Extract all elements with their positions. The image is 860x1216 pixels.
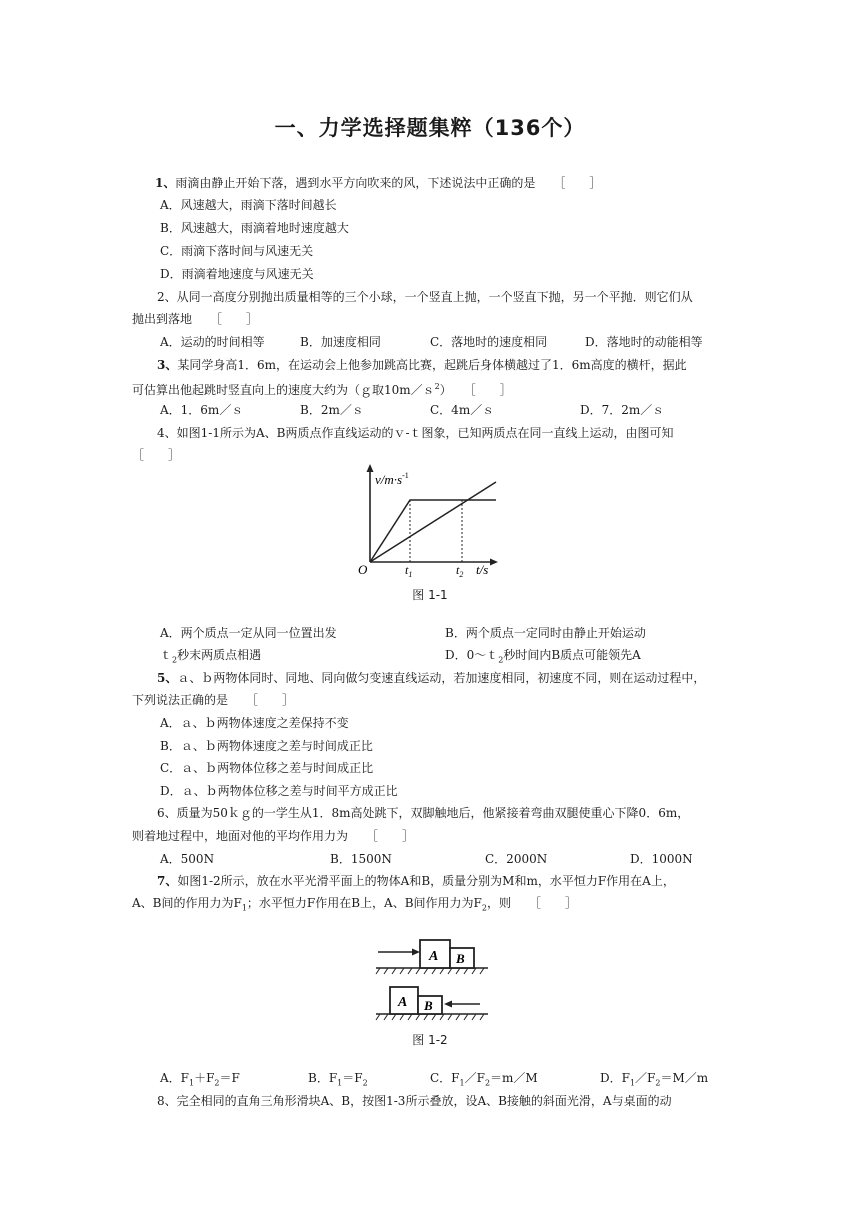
block-b-bottom-label: B [424, 998, 433, 1013]
question-3-option-d: D．7．2m／ｓ [580, 403, 665, 417]
question-1-text: 雨滴由静止开始下落，遇到水平方向吹来的风，下述说法中正确的是 ［ ］ [175, 176, 602, 190]
question-4-option-d-sub: 2 [498, 655, 504, 665]
vt-t1-label: $t_1$ [405, 563, 413, 579]
question-5-option-a: A．ａ、ｂ两物体速度之差保持不变 [160, 716, 349, 730]
question-1-option-c: C．雨滴下落时间与风速无关 [160, 244, 314, 258]
question-5-option-d: D．ａ、ｂ两物体位移之差与时间平方成正比 [160, 784, 398, 798]
question-3-line2-end: ） ［ ］ [439, 383, 512, 397]
question-5-number: 5、 [157, 671, 178, 685]
figure-1-1-vt-graph [350, 462, 510, 582]
vt-line-a [370, 500, 496, 562]
question-7-option-c-s1: 1 [459, 1078, 465, 1088]
force-arrowhead-top [412, 949, 420, 956]
question-6-option-c: C．2000N [485, 852, 548, 866]
question-1-option-a: A．风速越大，雨滴下落时间越长 [160, 198, 337, 212]
question-7-option-c-m: ／F [464, 1071, 485, 1085]
question-4-stem-line1: 4、如图1-1所示为A、B两质点作直线运动的ｖ-ｔ图象，已知两质点在同一直线上运动，由图可知 [157, 426, 674, 440]
question-7-option-d-e: ＝M／m [660, 1071, 709, 1085]
question-7-option-b-p: B．F [308, 1071, 338, 1085]
question-4-option-c-t: ｔ [160, 648, 173, 662]
question-3-option-a: A．1．6m／ｓ [160, 403, 244, 417]
figure-1-1-caption: 图 1-1 [412, 588, 448, 602]
question-7-stem-line2 [132, 895, 577, 916]
question-7-line2-a: A、B间的作用力为F [132, 896, 242, 910]
question-4-option-c-text: 秒末两质点相遇 [177, 648, 262, 662]
question-7-option-a-s1: 1 [189, 1078, 195, 1088]
vt-y-axis-arrow [367, 464, 374, 472]
question-7-option-d-s1: 1 [629, 1078, 636, 1088]
page-title: 一、力学选择题集粹（136个） [274, 116, 586, 140]
question-7-option-a-m: ＋F [194, 1071, 215, 1085]
question-3-line2-text: 可估算出他起跳时竖直向上的速度大约为（ｇ取10m／ｓ [132, 383, 435, 397]
question-2-option-b: B．加速度相同 [300, 335, 381, 349]
question-3-text: 某同学身高1．6m，在运动会上他参加跳高比赛，起跳后身体横越过了1．6m高度的横杆，据此 [177, 358, 687, 372]
question-8-stem-line1: 8、完全相同的直角三角形滑块A、B，按图1-3所示叠放，设A、B接触的斜面光滑，A与桌面的动 [157, 1094, 672, 1108]
question-7-option-c-e: ＝m／M [490, 1071, 538, 1085]
question-7-option-b-s1: 1 [337, 1078, 343, 1088]
question-7-line2-sub2: 2 [481, 903, 487, 913]
question-7-option-d-p: D．F [600, 1071, 630, 1085]
question-7-option-b-m: ＝F [342, 1071, 363, 1085]
question-6-option-d: D．1000N [630, 852, 693, 866]
question-2-option-a: A．运动的时间相等 [160, 335, 265, 349]
question-1-option-b: B．风速越大，雨滴着地时速度越大 [160, 221, 349, 235]
blocks-top-hatching [376, 968, 484, 974]
question-7-text: 如图1-2所示，放在水平光滑平面上的物体A和B，质量分别为M和m，水平恒力F作用在A上， [177, 874, 675, 888]
block-b-top-label: B [456, 951, 465, 966]
question-3-stem-line1 [157, 357, 687, 373]
blocks-bottom-hatching [376, 1014, 484, 1020]
question-7-option-a-e: ＝F [219, 1071, 240, 1085]
question-7-option-c-p: C．F [430, 1071, 460, 1085]
vt-origin-label: O [358, 562, 368, 577]
question-7-line2-c: ，则 ［ ］ [486, 896, 577, 910]
question-3-option-c: C．4m／ｓ [430, 403, 495, 417]
question-7-option-d [600, 1070, 708, 1091]
question-4-option-d-text: 秒时间内B质点可能领先A [503, 648, 641, 662]
question-6-stem-line2: 则着地过程中，地面对他的平均作用力为 ［ ］ [132, 829, 415, 843]
question-6-stem-line1: 6、质量为50ｋｇ的一学生从1．8m高处跳下，双脚触地后，他紧接着弯曲双腿使重心下降0．6m， [157, 806, 690, 820]
question-3-number: 3、 [157, 358, 178, 372]
question-7-option-b [308, 1070, 368, 1091]
vt-line-b [370, 482, 496, 562]
question-4-option-b: B．两个质点一定同时由静止开始运动 [445, 626, 646, 640]
question-1-option-d: D．雨滴着地速度与风速无关 [160, 267, 314, 281]
question-5-stem-line2: 下列说法正确的是 ［ ］ [132, 693, 295, 707]
question-4-option-c-sub: 2 [172, 655, 178, 665]
vt-t2-label: $t_2$ [456, 563, 464, 579]
force-arrowhead-bottom [444, 1001, 452, 1008]
block-a-bottom-label: A [398, 995, 408, 1010]
question-7-option-b-s2: 2 [362, 1078, 368, 1088]
question-2-stem-line1: 2、从同一高度分别抛出质量相等的三个小球，一个竖直上抛，一个竖直下抛，另一个平抛．则它们从 [157, 290, 693, 304]
question-2-option-c: C．落地时的速度相同 [430, 335, 548, 349]
question-6-option-a: A．500N [160, 852, 215, 866]
question-5-stem-line1 [157, 670, 705, 686]
question-7-option-a [160, 1070, 240, 1091]
question-2-stem-line2: 抛出到落地 ［ ］ [132, 312, 259, 326]
question-7-option-d-m: ／F [635, 1071, 656, 1085]
question-3-option-b: B．2m／ｓ [300, 403, 364, 417]
question-1-stem [155, 175, 601, 191]
question-4-option-a: A．两个质点一定从同一位置出发 [160, 626, 337, 640]
question-4-stem-line2: ［ ］ [132, 448, 181, 462]
vt-x-axis-label: t/s [476, 562, 489, 577]
vt-x-axis-arrow [490, 559, 498, 566]
question-7-line2-sub1: 1 [241, 903, 247, 913]
question-7-number: 7、 [157, 874, 178, 888]
question-7-option-a-s2: 2 [214, 1078, 220, 1088]
question-7-stem-line1 [157, 873, 675, 889]
question-7-line2-b: ；水平恒力F作用在B上，A、B间作用力为F [246, 896, 482, 910]
vt-y-axis-label: $v/m\cdot s^{-1}$ [375, 471, 409, 487]
figure-1-2-blocks [372, 932, 492, 1024]
question-7-option-a-p: A．F [160, 1071, 189, 1085]
question-5-option-c: C．ａ、ｂ两物体位移之差与时间成正比 [160, 761, 374, 775]
question-5-option-b: B．ａ、ｂ两物体速度之差与时间成正比 [160, 739, 373, 753]
question-2-option-d: D．落地时的动能相等 [585, 335, 703, 349]
question-7-option-c-s2: 2 [484, 1078, 491, 1088]
question-4-option-d [445, 647, 641, 668]
question-7-option-c [430, 1070, 538, 1091]
question-1-number: 1、 [155, 176, 176, 190]
question-6-option-b: B．1500N [330, 852, 392, 866]
question-3-stem-line2 [132, 379, 512, 398]
question-4-option-d-start: D．0～ｔ [445, 648, 499, 662]
figure-1-2-caption: 图 1-2 [412, 1033, 448, 1047]
question-3-exponent: 2 [434, 382, 440, 391]
question-7-option-d-s2: 2 [655, 1078, 661, 1088]
question-4-option-c [160, 647, 261, 668]
block-a-top-label: A [429, 949, 439, 964]
question-5-text: ａ、ｂ两物体同时、同地、同向做匀变速直线运动，若加速度相同，初速度不同，则在运动过程中， [177, 671, 706, 685]
